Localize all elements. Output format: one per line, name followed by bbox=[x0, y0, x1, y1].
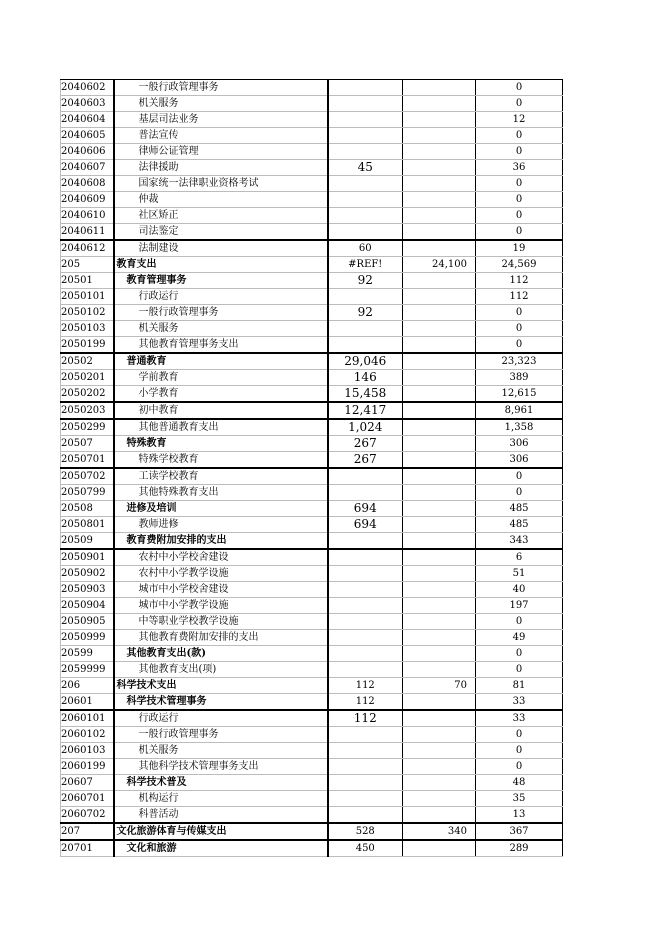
code-cell[interactable]: 2050801 bbox=[61, 517, 114, 533]
value-cell-3[interactable]: 306 bbox=[476, 452, 563, 469]
table-row bbox=[61, 289, 563, 305]
name-cell[interactable]: 一般行政管理事务 bbox=[114, 727, 328, 743]
code-cell[interactable]: 2050199 bbox=[61, 337, 114, 354]
value-cell-2[interactable] bbox=[403, 273, 476, 289]
table-row bbox=[61, 533, 563, 550]
table-row bbox=[61, 224, 563, 241]
name-cell[interactable]: 科学技术管理事务 bbox=[114, 694, 328, 711]
value-cell-1[interactable]: 29,046 bbox=[328, 353, 403, 370]
value-cell-2[interactable] bbox=[403, 240, 476, 257]
value-cell-1[interactable]: 267 bbox=[328, 452, 403, 469]
code-cell[interactable]: 2060701 bbox=[61, 791, 114, 807]
value-cell-3[interactable]: 0 bbox=[476, 662, 563, 678]
table-row bbox=[61, 353, 563, 370]
value-cell-1[interactable]: 146 bbox=[328, 370, 403, 386]
value-cell-3[interactable]: 0 bbox=[476, 80, 563, 96]
table-row bbox=[61, 370, 563, 386]
value-cell-3[interactable]: 19 bbox=[476, 240, 563, 257]
value-cell-3[interactable]: 389 bbox=[476, 370, 563, 386]
name-cell[interactable]: 仲裁 bbox=[114, 192, 328, 208]
table-row bbox=[61, 160, 563, 176]
name-cell[interactable]: 教师进修 bbox=[114, 517, 328, 533]
code-cell[interactable]: 20509 bbox=[61, 533, 114, 550]
value-cell-3[interactable]: 49 bbox=[476, 630, 563, 646]
value-cell-2[interactable] bbox=[403, 727, 476, 743]
value-cell-1[interactable]: 267 bbox=[328, 436, 403, 452]
code-cell[interactable]: 2060702 bbox=[61, 807, 114, 824]
value-cell-3[interactable]: 0 bbox=[476, 321, 563, 337]
value-cell-3[interactable]: 0 bbox=[476, 614, 563, 630]
code-cell[interactable]: 2040611 bbox=[61, 224, 114, 241]
name-cell[interactable]: 学前教育 bbox=[114, 370, 328, 386]
value-cell-2[interactable] bbox=[403, 646, 476, 662]
value-cell-3[interactable]: 24,569 bbox=[476, 257, 563, 273]
code-cell[interactable]: 20507 bbox=[61, 436, 114, 452]
name-cell[interactable]: 文化旅游体育与传媒支出 bbox=[114, 823, 328, 840]
value-cell-1[interactable]: 1,024 bbox=[328, 419, 403, 436]
code-cell[interactable]: 2050701 bbox=[61, 452, 114, 469]
value-cell-2[interactable] bbox=[403, 192, 476, 208]
table-row bbox=[61, 791, 563, 807]
code-cell[interactable]: 2050901 bbox=[61, 549, 114, 566]
value-cell-3[interactable]: 0 bbox=[476, 224, 563, 241]
value-cell-3[interactable]: 0 bbox=[476, 743, 563, 759]
value-cell-3[interactable]: 112 bbox=[476, 289, 563, 305]
code-cell[interactable]: 2050103 bbox=[61, 321, 114, 337]
table-row bbox=[61, 419, 563, 436]
table-row bbox=[61, 128, 563, 144]
table-row bbox=[61, 710, 563, 727]
value-cell-2[interactable] bbox=[403, 710, 476, 727]
table-row bbox=[61, 662, 563, 678]
table-row bbox=[61, 208, 563, 224]
name-cell[interactable]: 初中教育 bbox=[114, 402, 328, 419]
value-cell-2[interactable] bbox=[403, 353, 476, 370]
name-cell[interactable]: 教育支出 bbox=[114, 257, 328, 273]
code-cell[interactable]: 20607 bbox=[61, 775, 114, 791]
value-cell-2[interactable] bbox=[403, 468, 476, 485]
name-cell[interactable]: 机构运行 bbox=[114, 791, 328, 807]
value-cell-2[interactable] bbox=[403, 224, 476, 241]
table-row bbox=[61, 582, 563, 598]
name-cell[interactable]: 法制建设 bbox=[114, 240, 328, 257]
table-row bbox=[61, 501, 563, 517]
table-row bbox=[61, 517, 563, 533]
value-cell-1[interactable] bbox=[328, 337, 403, 354]
name-cell[interactable]: 机关服务 bbox=[114, 96, 328, 112]
name-cell[interactable]: 其他教育支出(款) bbox=[114, 646, 328, 662]
name-cell[interactable]: 农村中小学教学设施 bbox=[114, 566, 328, 582]
value-cell-2[interactable] bbox=[403, 176, 476, 192]
value-cell-3[interactable]: 33 bbox=[476, 710, 563, 727]
name-cell[interactable]: 行政运行 bbox=[114, 710, 328, 727]
name-cell[interactable]: 教育管理事务 bbox=[114, 273, 328, 289]
value-cell-2[interactable] bbox=[403, 791, 476, 807]
value-cell-1[interactable]: 12,417 bbox=[328, 402, 403, 419]
name-cell[interactable]: 小学教育 bbox=[114, 386, 328, 403]
code-cell[interactable]: 2050299 bbox=[61, 419, 114, 436]
value-cell-1[interactable] bbox=[328, 598, 403, 614]
value-cell-2[interactable] bbox=[403, 517, 476, 533]
name-cell[interactable]: 其他科学技术管理事务支出 bbox=[114, 759, 328, 775]
value-cell-2[interactable] bbox=[403, 614, 476, 630]
value-cell-1[interactable]: 60 bbox=[328, 240, 403, 257]
code-cell[interactable]: 2050904 bbox=[61, 598, 114, 614]
table-row bbox=[61, 176, 563, 192]
value-cell-1[interactable] bbox=[328, 759, 403, 775]
value-cell-2[interactable] bbox=[403, 533, 476, 550]
value-cell-2[interactable]: 70 bbox=[403, 678, 476, 694]
value-cell-2[interactable] bbox=[403, 80, 476, 96]
value-cell-2[interactable] bbox=[403, 630, 476, 646]
value-cell-2[interactable] bbox=[403, 144, 476, 160]
table-row bbox=[61, 402, 563, 419]
value-cell-1[interactable]: #REF! bbox=[328, 257, 403, 273]
value-cell-3[interactable]: 0 bbox=[476, 144, 563, 160]
value-cell-3[interactable]: 485 bbox=[476, 517, 563, 533]
value-cell-2[interactable] bbox=[403, 419, 476, 436]
table-row bbox=[61, 759, 563, 775]
value-cell-3[interactable]: 0 bbox=[476, 208, 563, 224]
value-cell-1[interactable] bbox=[328, 807, 403, 824]
value-cell-3[interactable]: 367 bbox=[476, 823, 563, 840]
value-cell-3[interactable]: 51 bbox=[476, 566, 563, 582]
code-cell[interactable]: 2040608 bbox=[61, 176, 114, 192]
value-cell-3[interactable]: 289 bbox=[476, 840, 563, 857]
name-cell[interactable]: 基层司法业务 bbox=[114, 112, 328, 128]
value-cell-2[interactable]: 340 bbox=[403, 823, 476, 840]
table-row bbox=[61, 678, 563, 694]
code-cell[interactable]: 2050905 bbox=[61, 614, 114, 630]
table-row bbox=[61, 485, 563, 501]
value-cell-1[interactable] bbox=[328, 192, 403, 208]
value-cell-3[interactable]: 0 bbox=[476, 337, 563, 354]
code-cell[interactable]: 2050902 bbox=[61, 566, 114, 582]
table-row bbox=[61, 566, 563, 582]
table-row bbox=[61, 321, 563, 337]
value-cell-3[interactable]: 112 bbox=[476, 273, 563, 289]
value-cell-1[interactable]: 450 bbox=[328, 840, 403, 857]
value-cell-1[interactable] bbox=[328, 566, 403, 582]
code-cell[interactable]: 2040607 bbox=[61, 160, 114, 176]
spreadsheet-body bbox=[61, 80, 563, 857]
table-row bbox=[61, 80, 563, 96]
table-row bbox=[61, 386, 563, 403]
table-row bbox=[61, 598, 563, 614]
table-row bbox=[61, 727, 563, 743]
table-row bbox=[61, 112, 563, 128]
name-cell[interactable]: 其他教育支出(项) bbox=[114, 662, 328, 678]
table-row bbox=[61, 192, 563, 208]
value-cell-3[interactable]: 306 bbox=[476, 436, 563, 452]
value-cell-3[interactable]: 81 bbox=[476, 678, 563, 694]
table-row bbox=[61, 337, 563, 354]
value-cell-2[interactable] bbox=[403, 402, 476, 419]
value-cell-2[interactable] bbox=[403, 305, 476, 321]
value-cell-3[interactable]: 48 bbox=[476, 775, 563, 791]
value-cell-2[interactable] bbox=[403, 96, 476, 112]
code-cell[interactable]: 2040612 bbox=[61, 240, 114, 257]
name-cell[interactable]: 特殊学校教育 bbox=[114, 452, 328, 469]
table-row bbox=[61, 549, 563, 566]
value-cell-1[interactable] bbox=[328, 791, 403, 807]
table-row bbox=[61, 823, 563, 840]
name-cell[interactable]: 其他特殊教育支出 bbox=[114, 485, 328, 501]
value-cell-2[interactable] bbox=[403, 160, 476, 176]
value-cell-1[interactable] bbox=[328, 224, 403, 241]
code-cell[interactable]: 207 bbox=[61, 823, 114, 840]
name-cell[interactable]: 行政运行 bbox=[114, 289, 328, 305]
table-row bbox=[61, 694, 563, 711]
value-cell-3[interactable]: 12,615 bbox=[476, 386, 563, 403]
value-cell-1[interactable]: 92 bbox=[328, 305, 403, 321]
value-cell-2[interactable] bbox=[403, 807, 476, 824]
name-cell[interactable]: 文化和旅游 bbox=[114, 840, 328, 857]
table-row bbox=[61, 630, 563, 646]
name-cell[interactable]: 机关服务 bbox=[114, 321, 328, 337]
code-cell[interactable]: 2060199 bbox=[61, 759, 114, 775]
table-row bbox=[61, 614, 563, 630]
value-cell-2[interactable] bbox=[403, 501, 476, 517]
name-cell[interactable]: 进修及培训 bbox=[114, 501, 328, 517]
table-row bbox=[61, 452, 563, 469]
value-cell-3[interactable]: 23,323 bbox=[476, 353, 563, 370]
code-cell[interactable]: 2059999 bbox=[61, 662, 114, 678]
value-cell-3[interactable]: 343 bbox=[476, 533, 563, 550]
value-cell-2[interactable] bbox=[403, 549, 476, 566]
value-cell-1[interactable] bbox=[328, 144, 403, 160]
name-cell[interactable]: 律师公证管理 bbox=[114, 144, 328, 160]
value-cell-2[interactable] bbox=[403, 289, 476, 305]
name-cell[interactable]: 工读学校教育 bbox=[114, 468, 328, 485]
value-cell-2[interactable] bbox=[403, 436, 476, 452]
name-cell[interactable]: 科普活动 bbox=[114, 807, 328, 824]
value-cell-3[interactable]: 8,961 bbox=[476, 402, 563, 419]
value-cell-3[interactable]: 485 bbox=[476, 501, 563, 517]
code-cell[interactable]: 2050201 bbox=[61, 370, 114, 386]
value-cell-3[interactable]: 33 bbox=[476, 694, 563, 711]
name-cell[interactable]: 其他普通教育支出 bbox=[114, 419, 328, 436]
value-cell-3[interactable]: 0 bbox=[476, 468, 563, 485]
name-cell[interactable]: 城市中小学教学设施 bbox=[114, 598, 328, 614]
value-cell-1[interactable] bbox=[328, 630, 403, 646]
name-cell[interactable]: 一般行政管理事务 bbox=[114, 80, 328, 96]
name-cell[interactable]: 普通教育 bbox=[114, 353, 328, 370]
value-cell-1[interactable] bbox=[328, 743, 403, 759]
value-cell-2[interactable] bbox=[403, 208, 476, 224]
value-cell-1[interactable] bbox=[328, 96, 403, 112]
table-row bbox=[61, 273, 563, 289]
table-row bbox=[61, 743, 563, 759]
value-cell-3[interactable]: 0 bbox=[476, 485, 563, 501]
value-cell-3[interactable]: 0 bbox=[476, 176, 563, 192]
name-cell[interactable]: 法律援助 bbox=[114, 160, 328, 176]
code-cell[interactable]: 20599 bbox=[61, 646, 114, 662]
code-cell[interactable]: 20501 bbox=[61, 273, 114, 289]
value-cell-3[interactable]: 35 bbox=[476, 791, 563, 807]
name-cell[interactable]: 一般行政管理事务 bbox=[114, 305, 328, 321]
table-row bbox=[61, 807, 563, 824]
value-cell-1[interactable] bbox=[328, 128, 403, 144]
code-cell[interactable]: 2050202 bbox=[61, 386, 114, 403]
value-cell-1[interactable]: 112 bbox=[328, 694, 403, 711]
name-cell[interactable]: 中等职业学校教学设施 bbox=[114, 614, 328, 630]
code-cell[interactable]: 2050799 bbox=[61, 485, 114, 501]
value-cell-1[interactable] bbox=[328, 468, 403, 485]
value-cell-2[interactable] bbox=[403, 694, 476, 711]
value-cell-1[interactable]: 15,458 bbox=[328, 386, 403, 403]
value-cell-1[interactable] bbox=[328, 549, 403, 566]
name-cell[interactable]: 其他教育管理事务支出 bbox=[114, 337, 328, 354]
value-cell-1[interactable] bbox=[328, 289, 403, 305]
value-cell-3[interactable]: 0 bbox=[476, 192, 563, 208]
name-cell[interactable]: 城市中小学校舍建设 bbox=[114, 582, 328, 598]
value-cell-1[interactable]: 694 bbox=[328, 517, 403, 533]
table-row bbox=[61, 305, 563, 321]
code-cell[interactable]: 2060101 bbox=[61, 710, 114, 727]
code-cell[interactable]: 20701 bbox=[61, 840, 114, 857]
value-cell-2[interactable] bbox=[403, 386, 476, 403]
value-cell-1[interactable] bbox=[328, 727, 403, 743]
code-cell[interactable]: 2060102 bbox=[61, 727, 114, 743]
table-row bbox=[61, 840, 563, 857]
table-row bbox=[61, 240, 563, 257]
value-cell-2[interactable] bbox=[403, 566, 476, 582]
value-cell-3[interactable]: 0 bbox=[476, 759, 563, 775]
code-cell[interactable]: 2040605 bbox=[61, 128, 114, 144]
value-cell-2[interactable] bbox=[403, 582, 476, 598]
code-cell[interactable]: 206 bbox=[61, 678, 114, 694]
value-cell-1[interactable]: 92 bbox=[328, 273, 403, 289]
value-cell-3[interactable]: 12 bbox=[476, 112, 563, 128]
value-cell-2[interactable] bbox=[403, 662, 476, 678]
code-cell[interactable]: 2040610 bbox=[61, 208, 114, 224]
value-cell-1[interactable]: 112 bbox=[328, 710, 403, 727]
value-cell-2[interactable] bbox=[403, 337, 476, 354]
name-cell[interactable]: 科学技术普及 bbox=[114, 775, 328, 791]
table-row bbox=[61, 646, 563, 662]
budget-spreadsheet bbox=[60, 79, 563, 857]
value-cell-3[interactable]: 0 bbox=[476, 646, 563, 662]
code-cell[interactable]: 2050203 bbox=[61, 402, 114, 419]
name-cell[interactable]: 其他教育费附加安排的支出 bbox=[114, 630, 328, 646]
value-cell-1[interactable] bbox=[328, 614, 403, 630]
value-cell-1[interactable]: 694 bbox=[328, 501, 403, 517]
value-cell-3[interactable]: 1,358 bbox=[476, 419, 563, 436]
code-cell[interactable]: 20601 bbox=[61, 694, 114, 711]
value-cell-1[interactable]: 528 bbox=[328, 823, 403, 840]
value-cell-1[interactable]: 45 bbox=[328, 160, 403, 176]
value-cell-1[interactable] bbox=[328, 533, 403, 550]
value-cell-2[interactable] bbox=[403, 128, 476, 144]
value-cell-1[interactable] bbox=[328, 112, 403, 128]
code-cell[interactable]: 2050702 bbox=[61, 468, 114, 485]
code-cell[interactable]: 2040604 bbox=[61, 112, 114, 128]
table-row bbox=[61, 96, 563, 112]
value-cell-3[interactable]: 197 bbox=[476, 598, 563, 614]
code-cell[interactable]: 2050101 bbox=[61, 289, 114, 305]
name-cell[interactable]: 机关服务 bbox=[114, 743, 328, 759]
value-cell-2[interactable] bbox=[403, 840, 476, 857]
value-cell-2[interactable] bbox=[403, 775, 476, 791]
name-cell[interactable]: 科学技术支出 bbox=[114, 678, 328, 694]
value-cell-1[interactable] bbox=[328, 176, 403, 192]
value-cell-2[interactable] bbox=[403, 598, 476, 614]
name-cell[interactable]: 教育费附加安排的支出 bbox=[114, 533, 328, 550]
value-cell-1[interactable] bbox=[328, 582, 403, 598]
value-cell-3[interactable]: 0 bbox=[476, 305, 563, 321]
value-cell-1[interactable] bbox=[328, 208, 403, 224]
name-cell[interactable]: 国家统一法律职业资格考试 bbox=[114, 176, 328, 192]
value-cell-3[interactable]: 0 bbox=[476, 128, 563, 144]
code-cell[interactable]: 2050903 bbox=[61, 582, 114, 598]
table-row bbox=[61, 257, 563, 273]
code-cell[interactable]: 2040606 bbox=[61, 144, 114, 160]
value-cell-2[interactable] bbox=[403, 743, 476, 759]
code-cell[interactable]: 20508 bbox=[61, 501, 114, 517]
code-cell[interactable]: 2040603 bbox=[61, 96, 114, 112]
value-cell-3[interactable]: 0 bbox=[476, 96, 563, 112]
name-cell[interactable]: 农村中小学校舍建设 bbox=[114, 549, 328, 566]
code-cell[interactable]: 20502 bbox=[61, 353, 114, 370]
value-cell-1[interactable] bbox=[328, 646, 403, 662]
name-cell[interactable]: 特殊教育 bbox=[114, 436, 328, 452]
value-cell-2[interactable] bbox=[403, 112, 476, 128]
value-cell-3[interactable]: 13 bbox=[476, 807, 563, 824]
value-cell-2[interactable] bbox=[403, 452, 476, 469]
table-row bbox=[61, 436, 563, 452]
value-cell-3[interactable]: 40 bbox=[476, 582, 563, 598]
value-cell-2[interactable] bbox=[403, 485, 476, 501]
name-cell[interactable]: 司法鉴定 bbox=[114, 224, 328, 241]
value-cell-2[interactable] bbox=[403, 321, 476, 337]
value-cell-1[interactable] bbox=[328, 80, 403, 96]
code-cell[interactable]: 2050999 bbox=[61, 630, 114, 646]
name-cell[interactable]: 社区矫正 bbox=[114, 208, 328, 224]
code-cell[interactable]: 2040609 bbox=[61, 192, 114, 208]
value-cell-1[interactable] bbox=[328, 775, 403, 791]
value-cell-2[interactable]: 24,100 bbox=[403, 257, 476, 273]
value-cell-3[interactable]: 36 bbox=[476, 160, 563, 176]
table-row bbox=[61, 468, 563, 485]
value-cell-1[interactable] bbox=[328, 321, 403, 337]
code-cell[interactable]: 2060103 bbox=[61, 743, 114, 759]
code-cell[interactable]: 2040602 bbox=[61, 80, 114, 96]
value-cell-3[interactable]: 0 bbox=[476, 727, 563, 743]
value-cell-2[interactable] bbox=[403, 759, 476, 775]
code-cell[interactable]: 205 bbox=[61, 257, 114, 273]
value-cell-1[interactable]: 112 bbox=[328, 678, 403, 694]
value-cell-1[interactable] bbox=[328, 485, 403, 501]
name-cell[interactable]: 普法宣传 bbox=[114, 128, 328, 144]
code-cell[interactable]: 2050102 bbox=[61, 305, 114, 321]
value-cell-1[interactable] bbox=[328, 662, 403, 678]
table-row bbox=[61, 775, 563, 791]
value-cell-2[interactable] bbox=[403, 370, 476, 386]
value-cell-3[interactable]: 6 bbox=[476, 549, 563, 566]
table-row bbox=[61, 144, 563, 160]
